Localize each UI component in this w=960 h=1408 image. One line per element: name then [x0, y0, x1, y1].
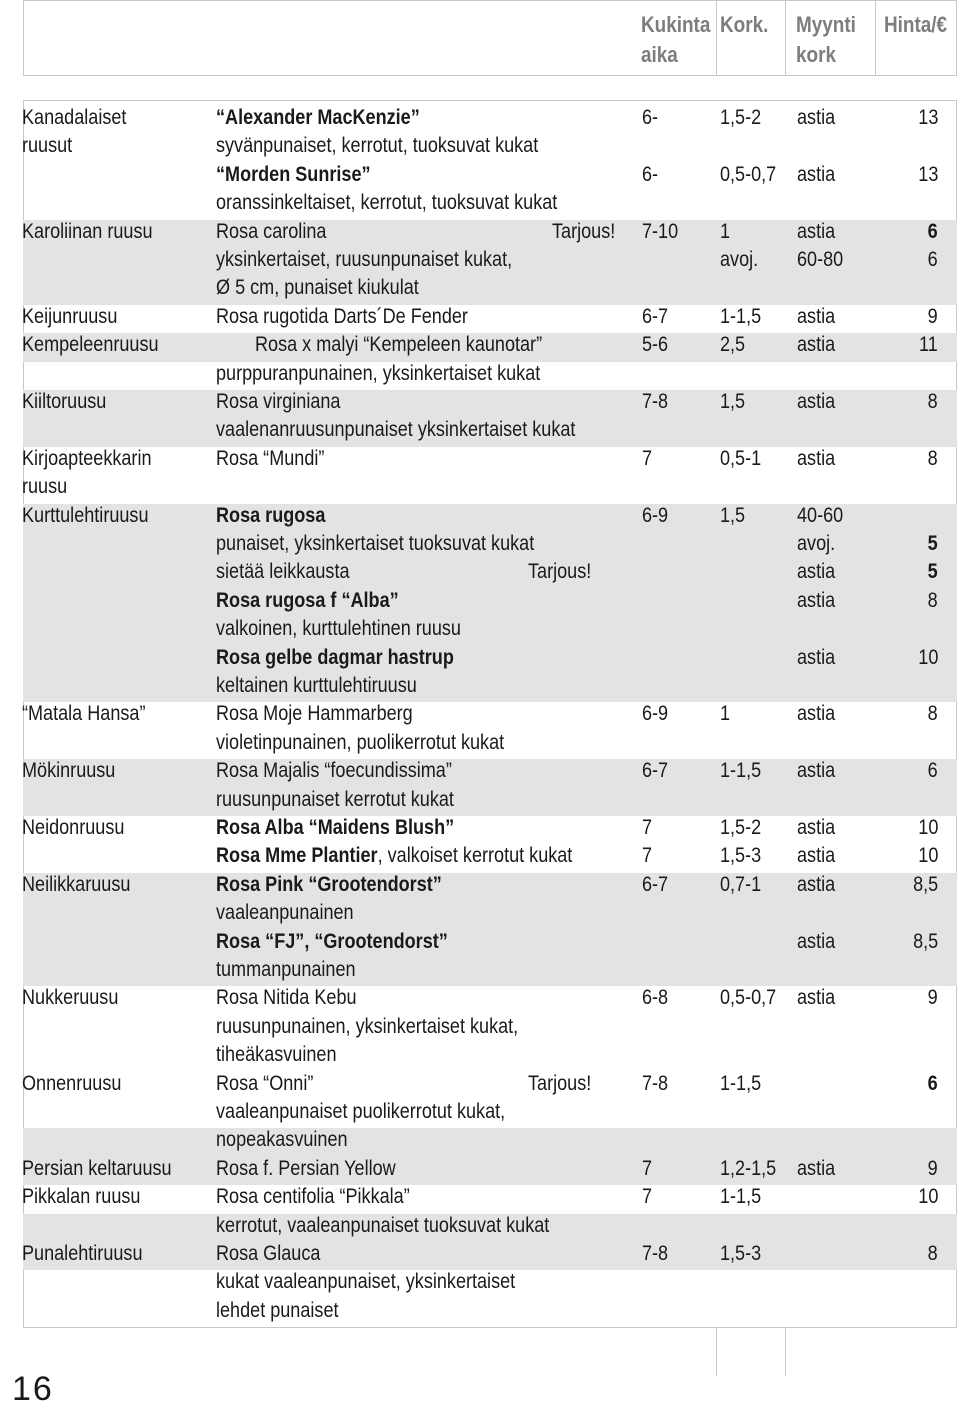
price: 5: [927, 560, 938, 584]
variety-text: Rosa centifolia “Pikkala”: [216, 1185, 410, 1209]
header-myynti: Myynti: [796, 12, 856, 37]
sale-unit: astia: [797, 106, 836, 129]
variety-text: lehdet punaiset: [216, 1298, 339, 1322]
sale-unit: astia: [797, 645, 836, 669]
bloom-time: 6-7: [642, 872, 669, 896]
height: avoj.: [720, 248, 759, 271]
header-hinta: Hinta/€: [884, 12, 948, 37]
height: 1,5: [720, 503, 746, 527]
variety-text: vaaleanpunainen: [216, 901, 354, 925]
variety-text: “Alexander MacKenzie”: [216, 106, 420, 129]
variety-text: vaaleanpunaiset puolikerrotut kukat,: [216, 1100, 506, 1123]
variety-text: Rosa Nitida Kebu: [216, 986, 357, 1010]
column-divider-myynti-bottom: [785, 1328, 786, 1376]
variety-text: Rosa x malyi “Kempeleen kaunotar”: [255, 333, 543, 357]
column-divider-hinta: [875, 0, 876, 76]
header-korkeus: Kork.: [720, 12, 769, 37]
bloom-time: 7-8: [642, 390, 669, 413]
variety-text: Rosa gelbe dagmar hastrup: [216, 645, 454, 669]
variety-text: Ø 5 cm, punaiset kiukulat: [216, 276, 419, 300]
sale-unit: astia: [797, 560, 836, 584]
variety-text: violetinpunainen, puolikerrotut kukat: [216, 730, 505, 754]
sale-unit: astia: [797, 333, 836, 357]
price: 10: [917, 645, 938, 669]
plant-name: Persian keltaruusu: [22, 1156, 172, 1180]
bloom-time: 6-9: [642, 702, 669, 726]
price: 13: [917, 162, 938, 186]
plant-name: Punalehtiruusu: [22, 1242, 143, 1265]
height: 1-1,5: [720, 759, 762, 783]
plant-name: ruusut: [22, 134, 73, 158]
variety-text: Rosa f. Persian Yellow: [216, 1156, 396, 1180]
plant-name: Kirjoapteekkarin: [22, 446, 152, 470]
height: 1-1,5: [720, 304, 762, 328]
variety-text: purppuranpunainen, yksinkertaiset kukat: [216, 361, 541, 385]
variety-text: ruusunpunaiset kerrotut kukat: [216, 787, 454, 811]
plant-name: Kempeleenruusu: [22, 333, 159, 357]
variety-text: valkoinen, kurttulehtinen ruusu: [216, 617, 461, 641]
sale-unit: astia: [797, 219, 836, 243]
height: 1,5-2: [720, 816, 762, 839]
sale-unit: astia: [797, 929, 836, 953]
plant-name: Kurttulehtiruusu: [22, 503, 149, 527]
variety-text: Rosa Glauca: [216, 1242, 321, 1265]
height: 1,5-3: [720, 844, 762, 868]
bloom-time: 6-7: [642, 304, 669, 328]
height: 1,2-1,5: [720, 1156, 777, 1180]
height: 0,5-0,7: [720, 986, 777, 1010]
sale-unit: astia: [797, 702, 836, 726]
bloom-time: 5-6: [642, 333, 669, 357]
height: 0,7-1: [720, 872, 762, 896]
height: 1: [720, 219, 731, 243]
bloom-time: 7: [642, 1156, 653, 1180]
height: 1,5: [720, 390, 746, 413]
variety-text: Rosa Alba “Maidens Blush”: [216, 816, 455, 839]
header-aika: aika: [641, 42, 678, 67]
variety-text: punaiset, yksinkertaiset tuoksuvat kukat: [216, 532, 535, 555]
sale-unit: astia: [797, 1156, 836, 1180]
height: 0,5-0,7: [720, 162, 777, 186]
price: 9: [927, 986, 938, 1010]
price: 13: [917, 106, 938, 129]
plant-name: Kiiltoruusu: [22, 390, 107, 413]
variety-text: oranssinkeltaiset, kerrotut, tuoksuvat kukat: [216, 191, 558, 215]
variety-text: kukat vaaleanpunaiset, yksinkertaiset: [216, 1270, 516, 1294]
sale-unit: astia: [797, 872, 836, 896]
plant-name: Mökinruusu: [22, 759, 116, 783]
page-number: 16: [12, 1370, 54, 1408]
height: 1-1,5: [720, 1071, 762, 1095]
price: 5: [927, 532, 938, 555]
price: 8,5: [912, 929, 938, 953]
plant-name: Karoliinan ruusu: [22, 219, 153, 243]
price: 10: [917, 1185, 938, 1209]
price: 10: [917, 844, 938, 868]
bloom-time: 6-7: [642, 759, 669, 783]
offer-label: Tarjous!: [552, 219, 616, 243]
bloom-time: 7: [642, 446, 653, 470]
price: 9: [927, 1156, 938, 1180]
variety-text: Rosa “Mundi”: [216, 446, 325, 470]
height: 0,5-1: [720, 446, 762, 470]
bloom-time: 7-8: [642, 1242, 669, 1265]
bloom-time: 6-: [642, 162, 659, 186]
sale-unit: astia: [797, 162, 836, 186]
variety-text: Rosa Pink “Grootendorst”: [216, 872, 442, 896]
plant-name: Onnenruusu: [22, 1071, 122, 1095]
variety-text: yksinkertaiset, ruusunpunaiset kukat,: [216, 248, 513, 271]
height: 1,5-2: [720, 106, 762, 129]
bloom-time: 7-10: [642, 219, 679, 243]
variety-text: Rosa Moje Hammarberg: [216, 702, 413, 726]
price: 6: [927, 248, 938, 271]
header-kukinta: Kukinta: [641, 12, 711, 37]
price: 8: [927, 446, 938, 470]
sale-unit: astia: [797, 986, 836, 1010]
price: 9: [927, 304, 938, 328]
plant-name: Neilikkaruusu: [22, 872, 131, 896]
sale-unit: astia: [797, 588, 836, 612]
variety-text: “Morden Sunrise”: [216, 162, 371, 186]
bloom-time: 6-: [642, 106, 659, 129]
variety-text: kerrotut, vaaleanpunaiset tuoksuvat kukat: [216, 1213, 550, 1237]
price: 8: [927, 390, 938, 413]
variety-text: Rosa Mme Plantier, valkoiset kerrotut kukat: [216, 844, 573, 868]
price: 8: [927, 1242, 938, 1265]
plant-name: Neidonruusu: [22, 816, 125, 839]
sale-unit: avoj.: [797, 532, 836, 555]
sale-unit: astia: [797, 304, 836, 328]
sale-unit: astia: [797, 759, 836, 783]
bloom-time: 6-9: [642, 503, 669, 527]
variety-text: nopeakasvuinen: [216, 1128, 348, 1152]
variety-text: vaalenanruusunpunaiset yksinkertaiset kukat: [216, 418, 576, 442]
variety-text: Rosa rugosa: [216, 503, 326, 527]
variety-text: keltainen kurttulehtiruusu: [216, 674, 417, 697]
sale-unit: 60-80: [797, 248, 844, 271]
offer-label: Tarjous!: [528, 1071, 592, 1095]
bloom-time: 7: [642, 844, 653, 868]
height: 1-1,5: [720, 1185, 762, 1209]
plant-name: Kanadalaiset: [22, 106, 127, 129]
variety-extra-text: , valkoiset kerrotut kukat: [377, 844, 573, 868]
bloom-time: 7: [642, 816, 653, 839]
price: 6: [927, 759, 938, 783]
variety-text: Rosa rugosa f “Alba”: [216, 588, 399, 612]
variety-text: Rosa “Onni”: [216, 1071, 314, 1095]
price: 8: [927, 702, 938, 726]
price: 6: [927, 1071, 938, 1095]
plant-name: Nukkeruusu: [22, 986, 119, 1010]
variety-text: tiheäkasvuinen: [216, 1043, 337, 1067]
variety-text: Rosa carolina: [216, 219, 327, 243]
header-myynti-kork: kork: [796, 42, 836, 67]
variety-text: Rosa Majalis “foecundissima”: [216, 759, 452, 783]
price: 6: [927, 219, 938, 243]
variety-text: tummanpunainen: [216, 958, 356, 981]
plant-name: Keijunruusu: [22, 304, 118, 328]
price: 8: [927, 588, 938, 612]
price: 10: [917, 816, 938, 839]
variety-text: Rosa rugotida Darts´De Fender: [216, 304, 468, 328]
offer-label: Tarjous!: [528, 560, 592, 584]
bloom-time: 6-8: [642, 986, 669, 1010]
column-divider-korkeus: [716, 1328, 717, 1376]
variety-text: Rosa “FJ”, “Grootendorst”: [216, 929, 448, 953]
height: 1: [720, 702, 731, 726]
variety-text: syvänpunaiset, kerrotut, tuoksuvat kukat: [216, 134, 539, 158]
height: 2,5: [720, 333, 746, 357]
sale-unit: astia: [797, 844, 836, 868]
height: 1,5-3: [720, 1242, 762, 1265]
plant-name: “Matala Hansa”: [22, 702, 146, 726]
plant-name: Pikkalan ruusu: [22, 1185, 141, 1209]
sale-unit: 40-60: [797, 503, 844, 527]
variety-text: ruusunpunainen, yksinkertaiset kukat,: [216, 1014, 519, 1038]
column-divider-myynti: [785, 0, 786, 76]
variety-text: sietää leikkausta: [216, 560, 350, 584]
variety-text: Rosa virginiana: [216, 390, 341, 413]
bloom-time: 7: [642, 1185, 653, 1209]
plant-name: ruusu: [22, 475, 68, 499]
price: 8,5: [912, 872, 938, 896]
bloom-time: 7-8: [642, 1071, 669, 1095]
column-divider-kukinta: [716, 0, 717, 76]
sale-unit: astia: [797, 446, 836, 470]
sale-unit: astia: [797, 816, 836, 839]
price: 11: [919, 333, 938, 357]
sale-unit: astia: [797, 390, 836, 413]
